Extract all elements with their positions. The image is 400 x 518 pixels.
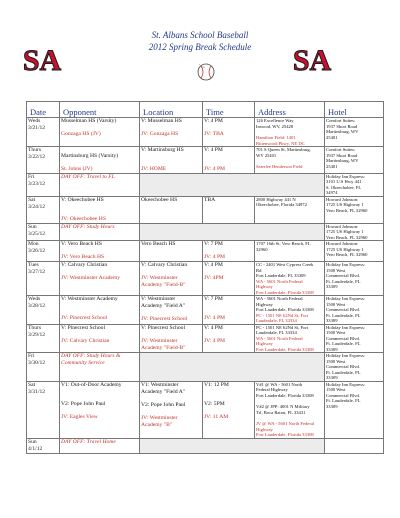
cell-line: V: 4 PM xyxy=(204,147,223,153)
cell-line: Gonzaga HS (JV) xyxy=(61,130,101,137)
opponent-cell xyxy=(60,147,140,174)
cell-line: 3/26/12 xyxy=(28,248,46,255)
cell-line: Fort Lauderdale, Florida 33308 xyxy=(256,432,314,438)
date-cell xyxy=(27,147,60,174)
location-cell xyxy=(140,147,203,174)
column-header-hotel: Hotel xyxy=(325,102,384,118)
cell-line: Musselman HS (Varsity) xyxy=(61,118,117,124)
cell-line: Howard Johnson: xyxy=(326,223,359,229)
cell-line: PC - 1501 NE 62Nd St, Fort xyxy=(256,312,309,318)
cell-line: JV: Westminster xyxy=(141,414,178,421)
cell-line: Highway xyxy=(256,341,273,347)
hotel-cell xyxy=(325,147,384,174)
cell-line: St. Johns (JV) xyxy=(61,165,93,172)
opponent-cell xyxy=(60,196,140,223)
address-cell xyxy=(255,118,325,147)
cell-line: JV: 4 PM xyxy=(204,337,226,344)
table-row xyxy=(27,324,384,353)
cell-line: V2: Pope John Paul xyxy=(141,401,186,408)
opponent-cell xyxy=(60,324,140,353)
time-cell xyxy=(203,262,255,296)
table-row xyxy=(27,262,384,296)
cell-line: Lauderdale, FL 33334 xyxy=(256,318,297,324)
cell-line: Fort Lauderdale, Florida 33308 xyxy=(256,307,314,313)
day-off-blank xyxy=(140,173,325,196)
cell-line: Comfort Suites: xyxy=(326,118,356,123)
cell-line: Weds xyxy=(28,296,41,303)
cell-line: 34974 xyxy=(326,190,338,196)
cell-line: Highway xyxy=(256,284,273,290)
cell-line: 25401 xyxy=(326,163,338,169)
cell-line: JV: Westminster Academy xyxy=(61,275,120,282)
cell-line: 33309 xyxy=(326,346,338,352)
address-cell xyxy=(255,262,325,296)
cell-line: JV: TBA xyxy=(204,130,224,137)
cell-line: JV: Gonzaga HS xyxy=(141,130,179,137)
location-cell xyxy=(140,296,203,325)
cell-line: 3/28/12 xyxy=(28,303,46,310)
date-cell xyxy=(27,324,60,353)
cell-line: 1937 Short Road xyxy=(326,152,358,158)
table-row xyxy=(27,296,384,325)
cell-line: JV: 4 PM xyxy=(204,165,226,172)
date-cell xyxy=(27,173,60,196)
cell-line: V: 4 PM xyxy=(204,324,223,331)
cell-line: 1500 West xyxy=(326,387,346,393)
day-off-note: DAY OFF: Travel Home xyxy=(60,438,140,453)
cell-line: Saterlee Henderson Field xyxy=(256,164,303,169)
cell-line: Academy "Field A" xyxy=(141,388,186,395)
cell-line: Martinsburg, WV xyxy=(326,129,359,134)
cell-line: JV: HOME xyxy=(141,165,167,172)
cell-line: 1500 West xyxy=(326,301,346,307)
schedule-subtitle: 2012 Spring Break Schedule xyxy=(148,42,252,52)
cell-line: Ft. Lauderdale, FL xyxy=(326,369,361,375)
cell-line: JV: Westminster xyxy=(141,337,178,344)
hotel-cell xyxy=(325,262,384,296)
cell-line: Holiday Inn Express: xyxy=(326,324,366,330)
cell-line: Sat xyxy=(28,381,36,388)
table-row xyxy=(27,438,384,453)
cell-line: 3/24/12 xyxy=(28,203,46,210)
hotel-cell xyxy=(325,173,384,196)
cell-line: 1725 US Highway 1 xyxy=(326,229,364,235)
cell-line: V: Musselman HS xyxy=(141,118,182,124)
cell-line: JV: 4 PM xyxy=(204,315,226,322)
cell-line: PC - 1501 NE 62Nd St, Fort xyxy=(256,324,309,330)
date-cell xyxy=(27,381,60,438)
cell-line: 3/31/12 xyxy=(28,388,46,395)
cell-line: Federal Highway xyxy=(256,387,288,393)
cell-line: Academy "Field-B" xyxy=(141,344,186,351)
location-cell xyxy=(140,196,203,223)
time-cell xyxy=(203,147,255,174)
sa-logo-right-icon xyxy=(291,38,333,80)
cell-line: Commercial Blvd. xyxy=(326,335,360,341)
time-cell xyxy=(203,381,255,438)
cell-line: V: Pinecrest School xyxy=(61,324,106,331)
date-cell xyxy=(27,262,60,296)
cell-line: JV @ WA - 5601 North Federal xyxy=(256,421,315,427)
sa-logo-left-text: SA xyxy=(22,44,62,77)
cell-line: 3/30/12 xyxy=(28,360,46,367)
cell-line: 3/23/12 xyxy=(28,180,46,187)
cell-line: Lauderdale, FL 33334 xyxy=(256,330,297,336)
cell-line: V: Calvary Christian xyxy=(141,262,188,269)
table-row xyxy=(27,118,384,147)
cell-line: Fort Lauderdale, FL 33309 xyxy=(256,273,306,279)
schedule-table xyxy=(26,101,384,454)
date-cell xyxy=(27,223,60,241)
opponent-cell xyxy=(60,296,140,325)
column-header-address: Address xyxy=(255,102,325,118)
cell-line: 1500 West xyxy=(326,358,346,364)
cell-line: V: 7 PM xyxy=(204,241,223,248)
schedule-title: St. Albans School Baseball xyxy=(151,30,249,40)
cell-line: 1500 West xyxy=(326,330,346,336)
cell-line: V: 7 PM xyxy=(204,296,223,303)
address-cell xyxy=(255,296,325,325)
cell-line: 4/1/12 xyxy=(28,445,43,452)
cell-line: V1: Out-of-Door Academy xyxy=(61,381,122,388)
address-cell xyxy=(255,196,325,223)
cell-line: JV: Pinecrest School xyxy=(61,315,108,322)
cell-line: JV: Calvary Christian xyxy=(61,337,110,344)
cell-line: Thurs xyxy=(28,147,42,153)
location-cell xyxy=(140,381,203,438)
table-row xyxy=(27,353,384,382)
cell-line: JV: 4 PM xyxy=(204,254,226,261)
cell-line: Vero Beach HS xyxy=(141,241,176,248)
location-cell xyxy=(140,118,203,147)
cell-line: JV: Eagles View xyxy=(61,413,98,420)
date-cell xyxy=(27,196,60,223)
cell-line: Mon xyxy=(28,241,39,248)
cell-line: JV: 11 AM xyxy=(204,413,229,420)
hotel-cell xyxy=(325,196,384,223)
cell-line: 3/21/12 xyxy=(28,124,46,131)
cell-line: JV: Pinecrest School xyxy=(141,316,188,323)
cell-line: Thurs xyxy=(28,324,42,331)
cell-line: Trl, Boca Raton, FL 33431 xyxy=(256,409,306,415)
cell-line: Martinsburg HS (Varsity) xyxy=(61,153,119,159)
baseball-icon xyxy=(196,62,216,82)
cell-line: Ft. Lauderdale, FL xyxy=(326,312,361,318)
header-row xyxy=(27,102,384,118)
cell-line: Holiday Inn Express: xyxy=(326,173,366,179)
address-cell xyxy=(255,241,325,262)
cell-line: Ft. Lauderdale, FL xyxy=(326,278,361,284)
address-cell xyxy=(255,147,325,174)
cell-line: JV: Vero Beach HS xyxy=(61,254,105,261)
cell-line: Martinsburg, WV xyxy=(326,158,359,163)
cell-line: Rittenwood Pkwy, NE DC xyxy=(256,140,305,146)
cell-line: Rd xyxy=(256,267,262,273)
column-header-time: Time xyxy=(203,102,255,118)
cell-line: Howard Johnson: xyxy=(326,241,359,247)
cell-line: 3/27/12 xyxy=(28,269,46,276)
cell-line: V: Pinecrest School xyxy=(141,324,186,331)
cell-line: Comfort Suites: xyxy=(326,147,356,152)
sa-logo-right-text: SA xyxy=(292,44,332,77)
cell-line: Howard Johnson: xyxy=(326,196,359,202)
cell-line: Fort Lauderdale, Florida 33308 xyxy=(256,346,314,352)
cell-line: CC - 2401 West Cypress Creek xyxy=(256,262,314,268)
address-cell xyxy=(255,381,325,438)
sa-logo-left-icon xyxy=(21,38,63,80)
cell-line: V: Martinsburg HS xyxy=(141,147,184,153)
cell-line: 33309 xyxy=(326,284,338,290)
location-cell xyxy=(140,241,203,262)
cell-line: Vero Beach, FL 32960 xyxy=(326,252,368,258)
hotel-cell xyxy=(325,241,384,262)
cell-line: Academy "Field-B" xyxy=(141,282,186,289)
hotel-cell xyxy=(325,118,384,147)
cell-line: Ft. Lauderdale, FL xyxy=(326,398,361,404)
cell-line: Okeechobee, Florida 34972 xyxy=(256,202,307,208)
cell-line: WA - 5601 North Federal xyxy=(256,335,303,341)
table-row xyxy=(27,173,384,196)
date-cell xyxy=(27,353,60,382)
time-cell xyxy=(203,324,255,353)
day-off-blank xyxy=(140,353,325,382)
cell-line: Holiday Inn Express: xyxy=(326,296,366,302)
cell-line: V#1 @ WA - 5601 North xyxy=(256,381,303,387)
schedule-body xyxy=(27,118,384,454)
cell-line: Ft. Lauderdale, FL xyxy=(326,341,361,347)
cell-line: Sun xyxy=(28,438,37,445)
cell-line: 3/22/12 xyxy=(28,153,46,160)
opponent-cell xyxy=(60,241,140,262)
cell-line: Holiday Inn Express: xyxy=(326,381,366,387)
cell-line: WA - 5601 North Federal xyxy=(256,296,303,302)
day-off-blank xyxy=(140,438,325,453)
opponent-cell xyxy=(60,381,140,438)
cell-line: Highway xyxy=(256,426,273,432)
hotel-cell xyxy=(325,296,384,325)
day-off-note: DAY OFF: Study Hours xyxy=(60,223,140,241)
cell-line: 33309 xyxy=(326,403,338,409)
cell-line: WV 25401 xyxy=(256,152,277,158)
time-cell xyxy=(203,196,255,223)
cell-line: Sat xyxy=(28,196,36,203)
table-row xyxy=(27,196,384,223)
hotel-cell xyxy=(325,438,384,453)
time-cell xyxy=(203,241,255,262)
cell-line: Okeechobee HS xyxy=(141,196,178,203)
cell-line: Commercial Blvd. xyxy=(326,364,360,370)
cell-line: 32960 xyxy=(256,246,268,252)
cell-line: V: Westminster xyxy=(141,296,176,303)
date-cell xyxy=(27,118,60,147)
column-header-opponent: Opponent xyxy=(60,102,140,118)
cell-line: TBA xyxy=(204,196,216,203)
hotel-cell xyxy=(325,353,384,382)
cell-line: Fri xyxy=(28,173,35,180)
date-cell xyxy=(27,438,60,453)
cell-line: Sun xyxy=(28,223,37,230)
table-row xyxy=(27,381,384,438)
cell-line: 126 Excellence Way xyxy=(256,118,294,123)
location-cell xyxy=(140,324,203,353)
cell-line: Holiday Inn Express: xyxy=(326,262,366,268)
cell-line: 33309 xyxy=(326,375,338,381)
cell-line: S. Okeechobee, FL xyxy=(326,184,362,190)
cell-line: JV: Okeechobee HS xyxy=(61,215,106,222)
cell-line: V: Westminster Academy xyxy=(61,296,118,303)
cell-line: JV: Westminster xyxy=(141,275,178,282)
cell-line: Vero Beach, FL 32960 xyxy=(326,207,368,213)
day-off-note: DAY OFF: Travel to FL xyxy=(60,173,140,196)
cell-line: V2: 5PM xyxy=(204,400,225,407)
cell-line: Holiday Inn Express: xyxy=(326,353,366,359)
cell-line: Highway xyxy=(256,301,273,307)
cell-line: 1725 US Highway 1 xyxy=(326,202,364,208)
cell-line: Hamilton Field: 1401 xyxy=(256,135,296,140)
table-row xyxy=(27,241,384,262)
location-cell xyxy=(140,262,203,296)
hotel-cell xyxy=(325,381,384,438)
cell-line: 33309 xyxy=(326,318,338,324)
cell-line: Fri xyxy=(28,353,35,360)
cell-line: 3/29/12 xyxy=(28,331,46,338)
table-row xyxy=(27,147,384,174)
cell-line: 25401 xyxy=(326,134,338,140)
cell-line: Commercial Blvd. xyxy=(326,307,360,313)
address-cell xyxy=(255,324,325,353)
cell-line: V: 4 PM xyxy=(204,262,223,269)
date-cell xyxy=(27,241,60,262)
cell-line: Commercial Blvd. xyxy=(326,392,360,398)
cell-line: V2: Pope John Paul xyxy=(61,400,106,407)
cell-line: Commercial Blvd. xyxy=(326,273,360,279)
column-header-date: Date xyxy=(27,102,60,118)
cell-line: 1725 US Highway 1 xyxy=(326,246,364,252)
time-cell xyxy=(203,118,255,147)
hotel-cell xyxy=(325,324,384,353)
opponent-cell xyxy=(60,118,140,147)
day-off-note: DAY OFF: Study Hours & Community Service xyxy=(60,353,140,382)
opponent-cell xyxy=(60,262,140,296)
cell-line: 1707 16th St, Vero Beach, FL xyxy=(256,241,311,247)
date-cell xyxy=(27,296,60,325)
cell-line: 701 S Queen St, Martinsburg, xyxy=(256,147,311,152)
cell-line: Weds xyxy=(28,118,41,124)
cell-line: 3/25/12 xyxy=(28,230,46,237)
cell-line: V1: Westminster xyxy=(141,381,179,388)
cell-line: WA - 5601 North Federal xyxy=(256,278,303,284)
cell-line: Vero Beach, FL 32960 xyxy=(326,234,368,240)
cell-line: Tues xyxy=(28,262,39,269)
column-header-location: Location xyxy=(140,102,203,118)
cell-line: 1500 West xyxy=(326,267,346,273)
day-off-blank xyxy=(140,223,325,241)
cell-line: 2800 Highway 441 N xyxy=(256,196,296,202)
time-cell xyxy=(203,296,255,325)
cell-line: Academy "B" xyxy=(141,421,173,428)
cell-line: V: Okeechobee HS xyxy=(61,196,104,203)
cell-line: V: Vero Beach HS xyxy=(61,241,102,248)
cell-line: V1: 12 PM xyxy=(204,381,229,388)
cell-line: V: 4 PM xyxy=(204,118,223,124)
cell-line: Academy "Field A" xyxy=(141,303,186,310)
hotel-cell xyxy=(325,223,384,241)
cell-line: Fort Lauderdale, Florida 33308 xyxy=(256,289,314,295)
cell-line: 3101 U.S Hwy 441 xyxy=(326,179,362,185)
cell-line: 1937 Short Road xyxy=(326,123,358,129)
table-row xyxy=(27,223,384,241)
cell-line: JV: 4PM xyxy=(204,275,224,282)
cell-line: V#2 @ JPP: 4001 N Military xyxy=(256,404,310,410)
cell-line: Inwood, WV, 25428 xyxy=(256,123,294,129)
cell-line: Fort Lauderdale, Florida 33308 xyxy=(256,392,314,398)
cell-line: V: Calvary Christian xyxy=(61,262,108,269)
